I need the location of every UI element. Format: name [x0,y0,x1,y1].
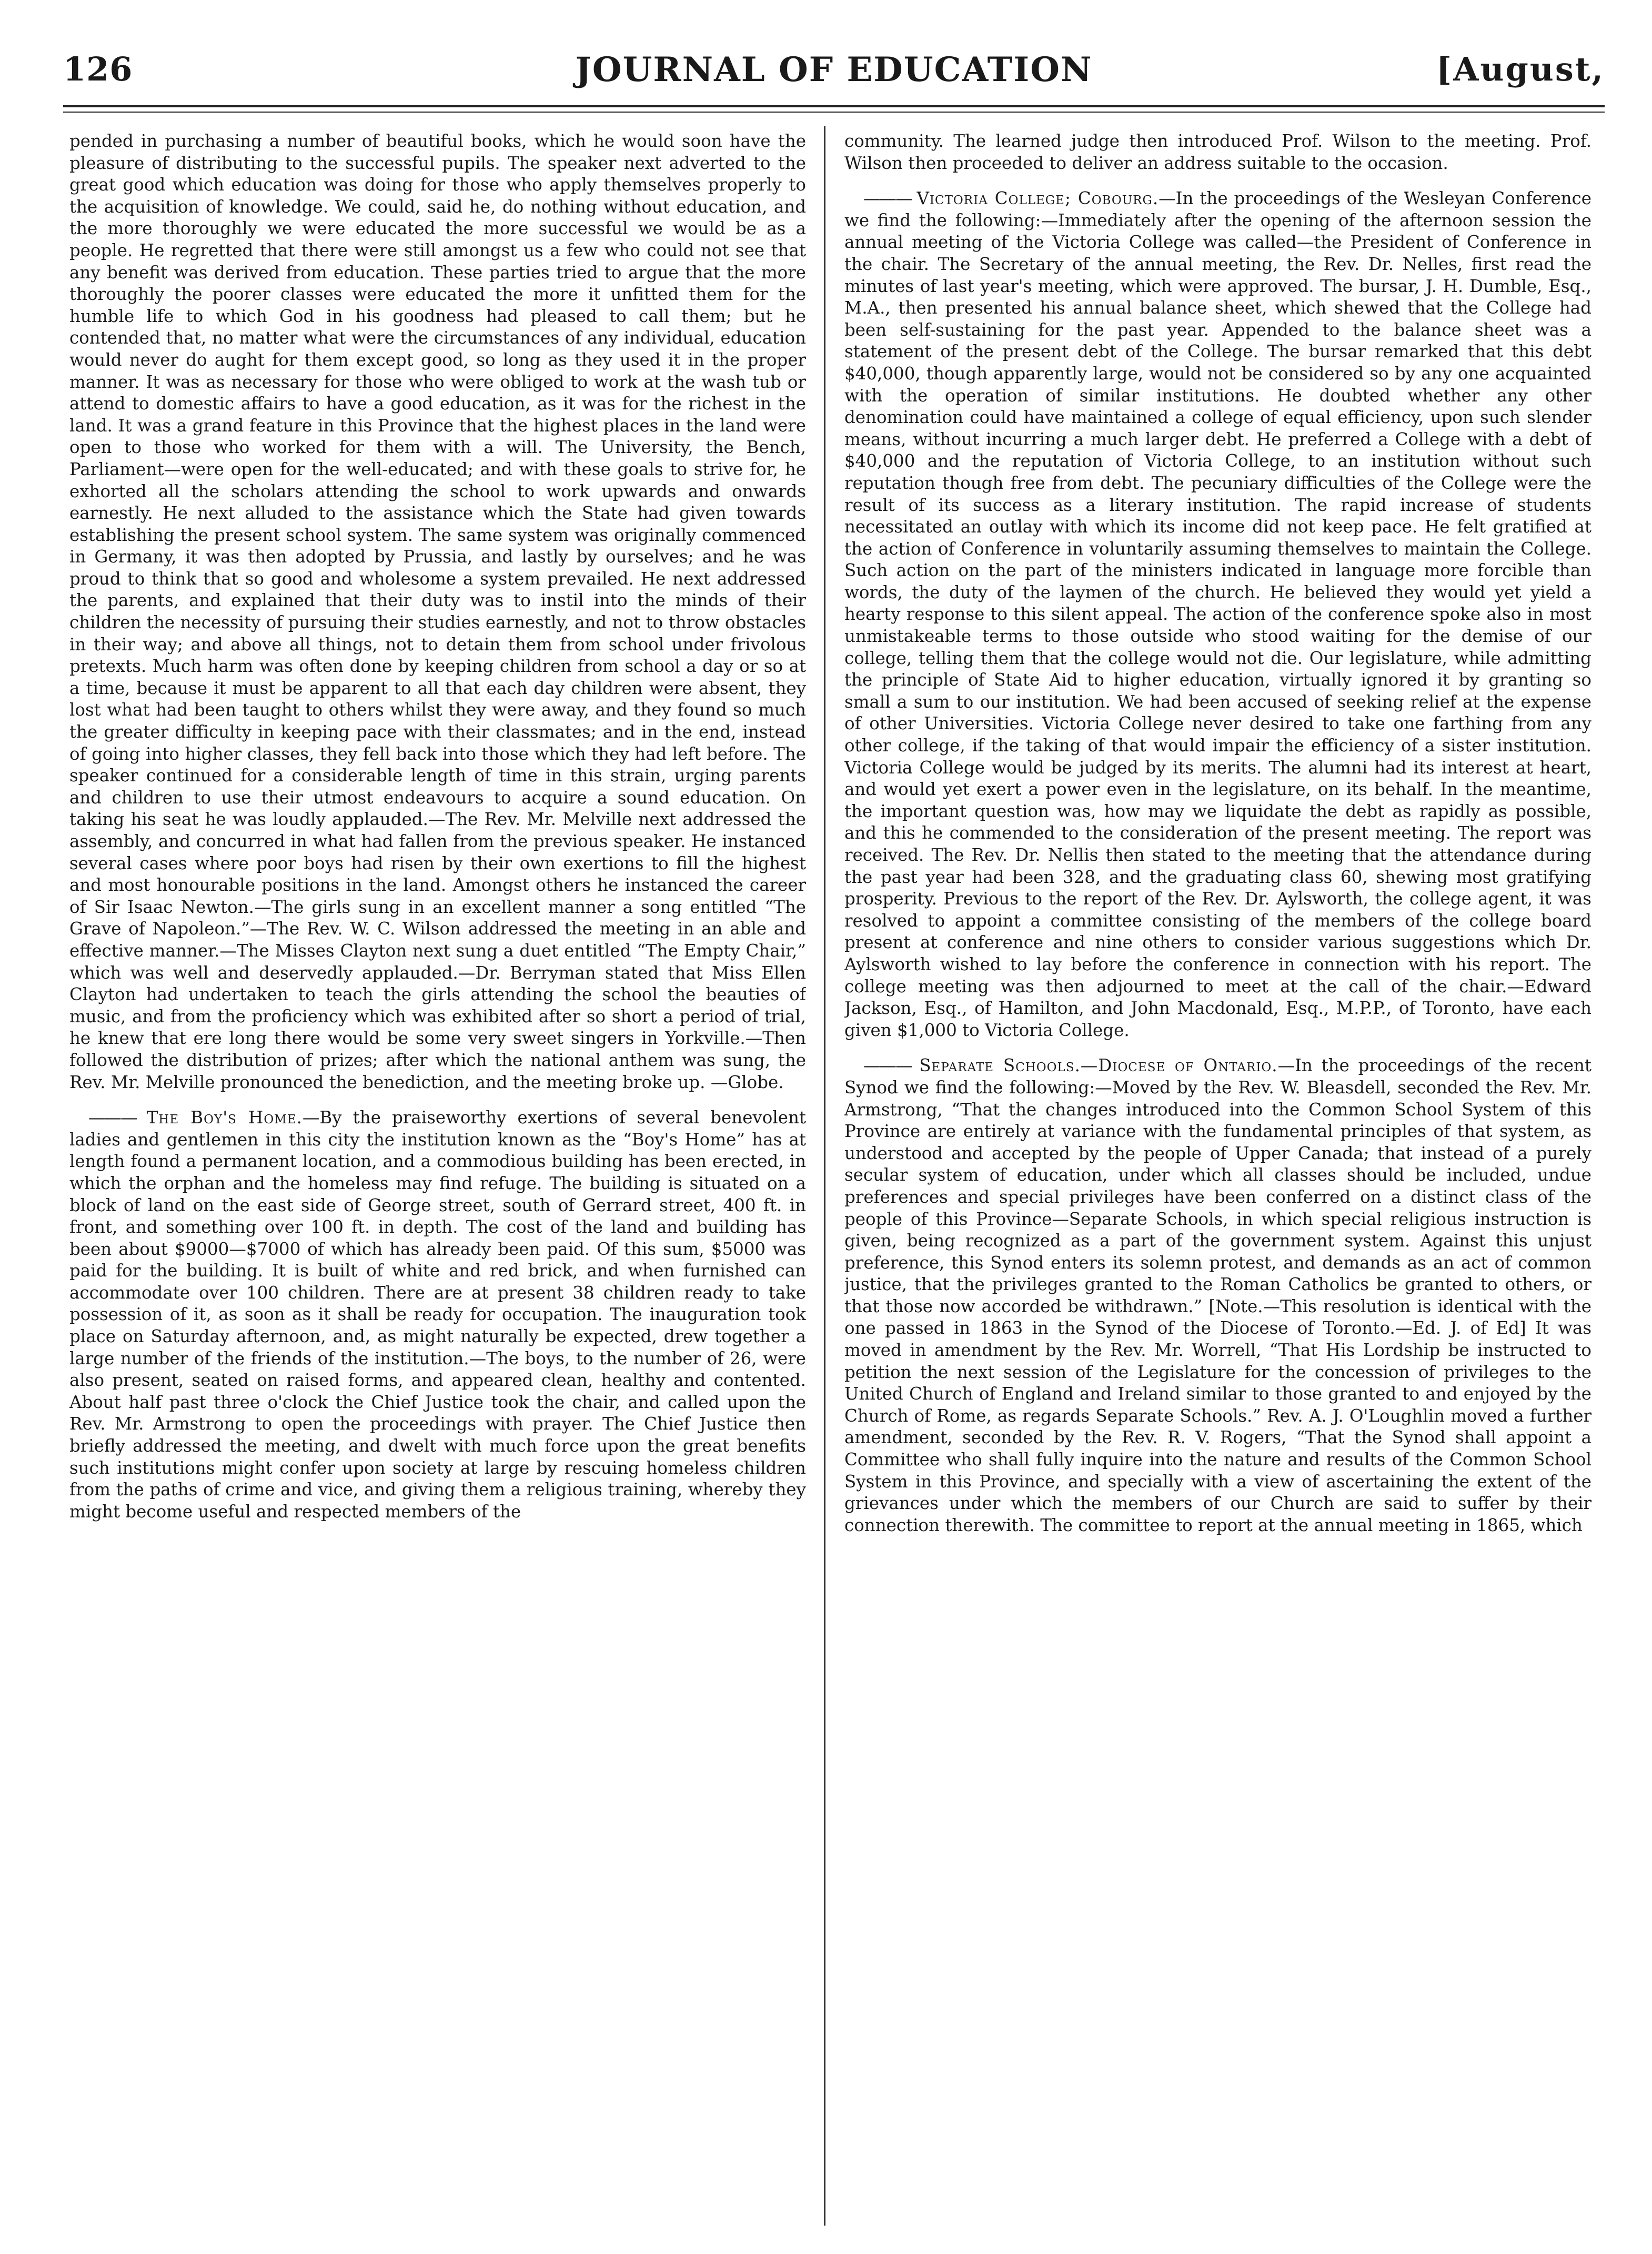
victoria-college-heading: Victoria College; Cobourg. [916,188,1159,209]
left-column [69,130,806,2227]
column-divider [824,126,825,2226]
victoria-college-body: —In the proceedings of the Wesleyan Conference we find the following:—Immediately after the opening of the afternoon session the annual meeting of the Victoria College was called—the President of Conference in the chair. The Secretary of the annual meeting, the Rev. Dr. Nelles, first read the minutes of last year's meeting, which were approved. The bursar, J. H. Dumble, Esq., M.A., then presented his annual balance sheet, which shewed that the College had been self-sustaining for the past year. Appended to the balance sheet was a statement of the present debt of the College. The bursar remarked that this debt $40,000, though apparently large, would not be considered so by any one acquainted with the operation of similar institutions. He doubted whether any other denomination could have maintained a college of equal efficiency, upon such slender means, without incurring a much larger debt. He preferred a College with a debt of $40,000 and the reputation of Victoria College, to an institution without such reputation though free from debt. The pecuniary difficulties of the College were the result of its success as a literary institution. The rapid increase of students necessitated an outlay with which its income did not keep pace. He felt gratified at the action of Conference in voluntarily assuming themselves to maintain the College. Such action on the part of the ministers indicated in language more forcible than words, the duty of the laymen of the church. He believed they would yet yield a hearty response to this silent appeal. The action of the conference spoke also in most unmistakeable terms to those outside who stood waiting for the demise of our college, telling them that the college would not die. Our legislature, while admitting the principle of State Aid to higher education, virtually ignored it by granting so small a sum to our institution. We had been accused of seeking relief at the expense of other Universities. Victoria College never desired to take one farthing from any other college, if the taking of that would impair the efficiency of a sister institution. Victoria College would be judged by its merits. The alumni had its interest at heart, and would yet exert a power even in the legislature, on its behalf. In the meantime, the important question was, how may we liquidate the debt as rapidly as possible, and this he commended to the consideration of the present meeting. The report was received. The Rev. Dr. Nellis then stated to the meeting that the attendance during the past year had been 328, and the graduating class 60, shewing most gratifying prosperity. Previous to the report of the Rev. Dr. Aylsworth, the college agent, it was resolved to appoint a committee consisting of the members of the college board present at conference and nine others to consider various suggestions which Dr. Aylsworth wished to lay before the conference in connection with his report. The college meeting was then adjourned to meet at the call of the chair.—Edward Jackson, Esq., of Hamilton, and John Macdonald, Esq., M.P.P., of Toronto, have each given $1,000 to Victoria College. [844,188,1591,1040]
article-continued-paragraph: pended in purchasing a number of beautiful books, which he would soon have the pleasure of distributing to the successful pupils. The speaker next adverted to the great good which education was doing for those who apply themselves properly to the acquisition of knowledge. We could, said he, do nothing without education, and the more thoroughly we were educated the more successful we would be as a people. He regretted that there were still amongst us a few who could not see that any benefit was derived from education. These parties tried to argue that the more thoroughly the poorer classes were educated the more it unfitted them for the humble life to which God in his goodness had pleased to call them; but he contended that, no matter what were the circumstances of any individual, education would never do aught for them except good, so long as they used it in the proper manner. It was as necessary for those who were obliged to work at the wash tub or attend to domestic affairs to have a good education, as it was for the richest in the land. It was a grand feature in this Province that the highest places in the land were open to those who worked for them with a will. The University, the Bench, Parliament—were open for the well-educated; and with these goals to strive for, he exhorted all the scholars attending the school to work upwards and onwards earnestly. He next alluded to the assistance which the State had given towards establishing the present school system. The same system was originally commenced in Germany, it was then adopted by Prussia, and lastly by ourselves; and he was proud to think that so good and wholesome a system prevailed. He next addressed the parents, and explained that their duty was to instil into the minds of their children the necessity of pursuing their studies earnestly, and not to throw obstacles in their way; and above all things, not to detain them from school under frivolous pretexts. Much harm was often done by keeping children from school a day or so at a time, because it must be apparent to all that each day children were absent, they lost what had been taught to others whilst they were away, and they found so much the greater difficulty in keeping pace with their classmates; and in the end, instead of going into higher classes, they fell back into those which they had left before. The speaker continued for a considerable length of time in this strain, urging parents and children to use their utmost endeavours to acquire a sound education. On taking his seat he was loudly applauded.—The Rev. Mr. Melville next addressed the assembly, and concurred in what had fallen from the previous speaker. He instanced several cases where poor boys had risen by their own exertions to fill the highest and most honourable positions in the land. Amongst others he instanced the career of Sir Isaac Newton.—The girls sung in an excellent manner a song entitled “The Grave of Napoleon.”—The Rev. W. C. Wilson addressed the meeting in an able and effective manner.—The Misses Clayton next sung a duet entitled “The Empty Chair,” which was well and deservedly applauded.—Dr. Berryman stated that Miss Ellen Clayton had undertaken to teach the girls attending the school the beauties of music, and from the proficiency which was exhibited after so short a period of trial, he knew that ere long there would be some very sweet singers in Yorkville.—Then followed the distribution of prizes; after which the national anthem was sung, the Rev. Mr. Melville pronounced the benediction, and the meeting broke up. —Globe. [69,131,806,1092]
separate-schools-heading: Separate Schools.—Diocese of Ontario. [919,1055,1278,1076]
header-rule-thick [63,105,1605,107]
right-column [844,130,1591,2227]
boys-home-heading: The Boy's Home. [146,1108,303,1128]
victoria-college-article [844,188,1591,1041]
journal-title: JOURNAL OF EDUCATION [575,50,1093,89]
section-dash: ——— [88,1108,147,1128]
header-rule-thin [63,112,1605,113]
separate-schools-article [844,1055,1591,1536]
article-continued-paragraph: community. The learned judge then introduced Prof. Wilson to the meeting. Prof. Wilson then proceeded to deliver an address suitable to the occasion. [844,131,1591,173]
issue-month: [August, [1436,50,1605,88]
running-head [63,50,1605,103]
page-number: 126 [63,50,133,88]
separate-schools-body: —In the proceedings of the recent Synod we find the following:—Moved by the Rev. W. Bleasdell, seconded the Rev. Mr. Armstrong, “That the changes introduced into the Common School System of this Province are entirely at variance with the fundamental principles of that system, as understood and accepted by the people of Upper Canada; that instead of a purely secular system of education, under which all classes should be included, undue preferences and special privileges have been conferred on a distinct class of the people of this Province—Separate Schools, in which special religious instruction is given, being recognized as a part of the government system. Against this unjust preference, this Synod enters its solemn protest, and demands as an act of common justice, that the privileges granted to the Roman Catholics be granted to others, or that those now accorded be withdrawn.” [Note.—This resolution is identical with the one passed in 1863 in the Synod of the Diocese of Toronto.—Ed. J. of Ed] It was moved in amendment by the Rev. Mr. Worrell, “That His Lordship be instructed to petition the next session of the Legislature for the concession of privileges to the United Church of England and Ireland similar to those granted to and enjoyed by the Church of Rome, as regards Separate Schools.” Rev. A. J. O'Loughlin moved a further amendment, seconded by the Rev. R. V. Rogers, “That the Synod shall appoint a Committee who shall fully inquire into the nature and results of the Common School System in this Province, and specially with a view of ascertaining the extent of the grievances under which the members of our Church are said to suffer by their connection therewith. The committee to report at the annual meeting in 1865, which [844,1055,1591,1535]
boys-home-body: —By the praiseworthy exertions of several benevolent ladies and gentlemen in this city the institution known as the “Boy's Home” has at length found a permanent location, and a commodious building has been erected, in which the orphan and the homeless may find refuge. The building is situated on a block of land on the east side of George street, south of Gerrard street, 400 ft. in front, and something over 100 ft. in depth. The cost of the land and building has been about $9000—$7000 of which has already been paid. Of this sum, $5000 was paid for the building. It is built of white and red brick, and when furnished can accommodate over 100 children. There are at present 38 children ready to take possession of it, as soon as it shall be ready for occupation. The inauguration took place on Saturday afternoon, and, as might naturally be expected, drew together a large number of the friends of the institution.—The boys, to the number of 26, were also present, seated on raised forms, and appeared clean, healthy and contented. About half past three o'clock the Chief Justice took the chair, and called upon the Rev. Mr. Armstrong to open the proceedings with prayer. The Chief Justice then briefly addressed the meeting, and dwelt with much force upon the great benefits such institutions might confer upon society at large by rescuing homeless children from the paths of crime and vice, and giving them a religious training, whereby they might become useful and respected members of the [69,1108,806,1522]
boys-home-article [69,1107,806,1523]
section-dash: ——— [863,1055,920,1076]
section-dash: ——— [863,188,917,209]
